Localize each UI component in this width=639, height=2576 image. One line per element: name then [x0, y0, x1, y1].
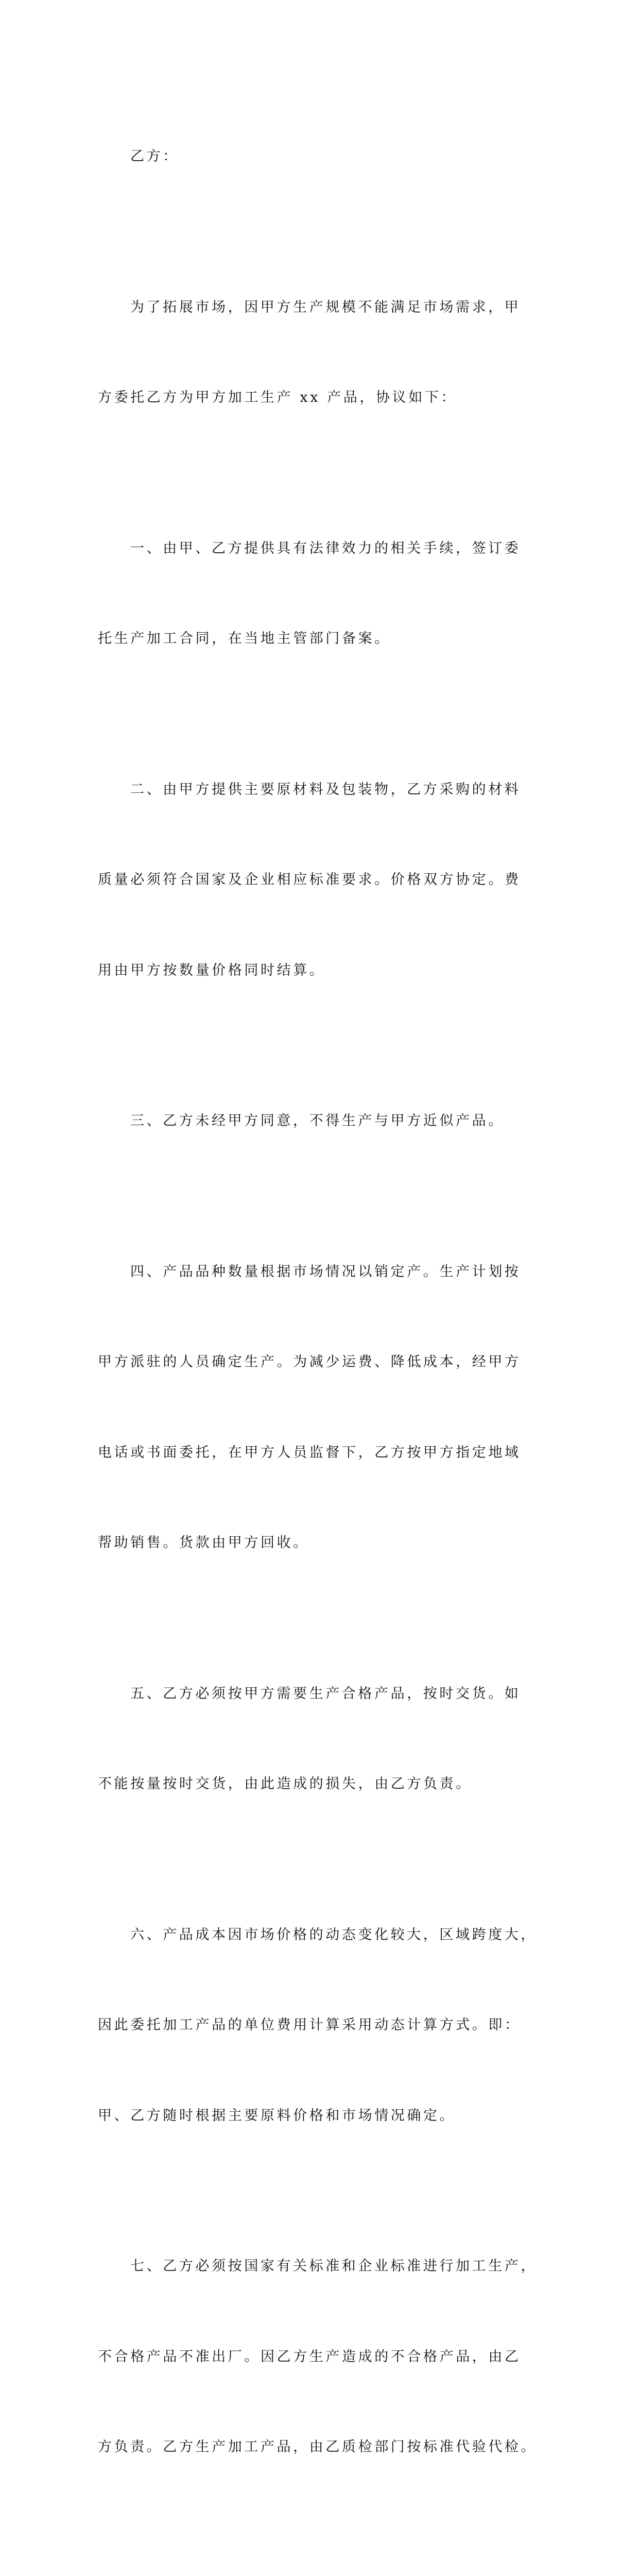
paragraph-party-b	[98, 81, 541, 232]
paragraph-line: 乙方：	[98, 142, 541, 172]
clause-8	[98, 2523, 541, 2576]
paragraph-preamble	[98, 232, 541, 473]
paragraph-line: 一、由甲、乙方提供具有法律效力的相关手续，签订委	[98, 534, 541, 564]
paragraph-line: 方负责。乙方生产加工产品，由乙质检部门按标准代验代检。	[98, 2432, 541, 2463]
paragraph-line: 二、由甲方提供主要原材料及包装物，乙方采购的材料	[98, 775, 541, 805]
paragraph-line: 为了拓展市场，因甲方生产规模不能满足市场需求，甲	[98, 293, 541, 323]
paragraph-line: 因此委托加工产品的单位费用计算采用动态计算方式。即：	[98, 2010, 541, 2041]
paragraph-line: 三、乙方未经甲方同意，不得生产与甲方近似产品。	[98, 1106, 541, 1137]
paragraph-line: 托生产加工合同，在当地主管部门备案。	[98, 624, 541, 654]
paragraph-line: 甲方派驻的人员确定生产。为减少运费、降低成本，经甲方	[98, 1347, 541, 1378]
paragraph-line: 七、乙方必须按国家有关标准和企业标准进行加工生产，	[98, 2251, 541, 2282]
clause-1	[98, 473, 541, 715]
document-page	[0, 0, 639, 904]
paragraph-line: 电话或书面委托，在甲方人员监督下，乙方按甲方指定地域	[98, 1438, 541, 1468]
paragraph-line: 不能按量按时交货，由此造成的损失，由乙方负责。	[98, 1769, 541, 1800]
paragraph-line: 六、产品成本因市场价格的动态变化较大，区域跨度大，	[98, 1920, 541, 1951]
clause-6	[98, 1860, 541, 2192]
paragraph-line: 质量必须符合国家及企业相应标准要求。价格双方协定。费	[98, 865, 541, 895]
paragraph-line: 五、乙方必须按甲方需要生产合格产品，按时交货。如	[98, 1679, 541, 1709]
clause-3	[98, 1046, 541, 1197]
clause-4	[98, 1197, 541, 1619]
paragraph-line: 方委托乙方为甲方加工生产 xx 产品，协议如下：	[98, 383, 541, 413]
clause-5	[98, 1619, 541, 1860]
document-body	[98, 81, 541, 2576]
paragraph-line: 四、产品品种数量根据市场情况以销定产。生产计划按	[98, 1257, 541, 1287]
paragraph-line: 用由甲方按数量价格同时结算。	[98, 956, 541, 986]
paragraph-line: 帮助销售。货款由甲方回收。	[98, 1528, 541, 1558]
paragraph-line: 不合格产品不准出厂。因乙方生产造成的不合格产品，由乙	[98, 2342, 541, 2372]
clause-2	[98, 715, 541, 1046]
clause-7	[98, 2191, 541, 2523]
paragraph-line: 甲、乙方随时根据主要原料价格和市场情况确定。	[98, 2101, 541, 2131]
